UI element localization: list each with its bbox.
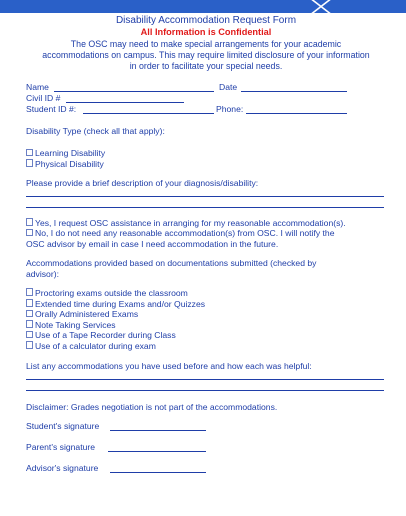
student-id-field[interactable] (83, 104, 214, 114)
checkbox-icon[interactable] (26, 229, 33, 237)
accommodations-heading (26, 258, 386, 280)
checkbox-no-assistance[interactable] (26, 228, 386, 239)
checkbox-icon[interactable] (26, 310, 33, 318)
checkbox-label: Use of a Tape Recorder during Class (35, 330, 176, 341)
checkbox-accommodation[interactable] (26, 309, 386, 320)
checkbox-accommodation[interactable] (26, 288, 386, 299)
form-title: Disability Accommodation Request Form (115, 15, 297, 26)
civil-id-label: Civil ID # (26, 92, 61, 103)
student-signature-label: Student's signature (26, 420, 100, 431)
checkbox-label: Yes, I request OSC assistance in arranging for my reasonable accommodation(s). (35, 217, 346, 228)
checkbox-icon[interactable] (26, 218, 33, 226)
checkbox-request-assistance[interactable] (26, 218, 386, 229)
confidential-notice: All Information is Confidential (140, 27, 272, 37)
form-page (26, 14, 386, 474)
student-id-label: Student ID #: (26, 103, 77, 114)
checkbox-label: Use of a calculator during exam (35, 340, 156, 351)
checkbox-accommodation[interactable] (26, 320, 386, 331)
intro-line: accommodations on campus. This may require limited disclosure of your information (42, 50, 370, 61)
intro-text (26, 39, 386, 73)
disclaimer-text: Disclaimer: Grades negotiation is not part of the accommodations. (26, 401, 278, 412)
checkbox-label: Extended time during Exams and/or Quizzes (35, 298, 206, 309)
previous-accommodations-prompt: List any accommodations you have used before and how each was helpful: (26, 360, 312, 371)
checkbox-icon[interactable] (26, 331, 33, 339)
checkbox-icon[interactable] (26, 159, 33, 167)
intro-line: The OSC may need to make special arrangements for your academic (70, 39, 342, 49)
civil-id-row (26, 93, 386, 104)
no-assistance-continued: OSC advisor by email in case I need accommodation in the future. (26, 238, 279, 249)
checkbox-label: Note Taking Services (35, 319, 116, 330)
checkbox-accommodation[interactable] (26, 341, 386, 352)
parent-signature-row (26, 442, 386, 453)
checkbox-label: Orally Administered Exams (35, 309, 139, 320)
advisor-signature-label: Advisor's signature (26, 462, 99, 473)
top-banner (0, 0, 406, 13)
checkbox-icon[interactable] (26, 299, 33, 307)
student-signature-row (26, 421, 386, 432)
name-date-row (26, 82, 386, 93)
checkbox-physical-disability[interactable] (26, 159, 386, 170)
checkbox-accommodation[interactable] (26, 330, 386, 341)
checkbox-learning-disability[interactable] (26, 148, 386, 159)
checkbox-label: Physical Disability (35, 158, 104, 169)
name-field[interactable] (54, 82, 214, 92)
parent-signature-field[interactable] (108, 442, 206, 452)
accommodations-heading-line: advisor): (26, 268, 59, 279)
description-prompt: Please provide a brief description of your diagnosis/disability: (26, 177, 259, 188)
checkbox-icon[interactable] (26, 288, 33, 296)
student-id-row (26, 104, 386, 115)
x-mark-icon (308, 0, 334, 15)
phone-label: Phone: (216, 103, 244, 114)
phone-field[interactable] (246, 104, 347, 114)
date-label: Date (219, 81, 238, 92)
parent-signature-label: Parent's signature (26, 441, 95, 452)
intro-line: in order to facilitate your special needs. (129, 61, 283, 72)
advisor-signature-field[interactable] (110, 463, 206, 473)
checkbox-icon[interactable] (26, 341, 33, 349)
accommodations-heading-line: Accommodations provided based on documentations submitted (checked by (26, 257, 317, 268)
checkbox-accommodation[interactable] (26, 299, 386, 310)
checkbox-icon[interactable] (26, 320, 33, 328)
checkbox-icon[interactable] (26, 149, 33, 157)
checkbox-label: Learning Disability (35, 148, 106, 159)
advisor-signature-row (26, 463, 386, 474)
civil-id-field[interactable] (66, 93, 184, 103)
name-label: Name (26, 81, 49, 92)
student-signature-field[interactable] (110, 421, 206, 431)
checkbox-label: No, I do not need any reasonable accommodation(s) from OSC. I will notify the (35, 228, 335, 239)
checkbox-label: Proctoring exams outside the classroom (35, 287, 188, 298)
disability-type-heading: Disability Type (check all that apply): (26, 126, 165, 137)
date-field[interactable] (241, 82, 347, 92)
